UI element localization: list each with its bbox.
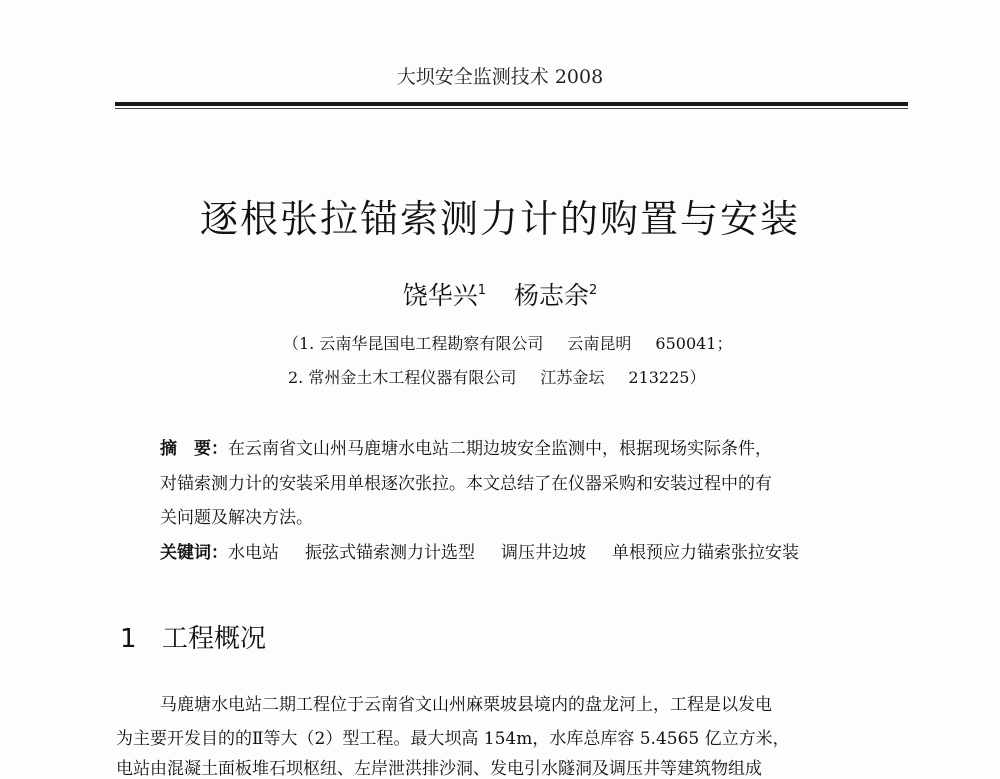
author-name: 饶华兴	[402, 281, 478, 310]
affiliation-org: 常州金土木工程仪器有限公司	[308, 368, 517, 387]
authors-line	[0, 276, 1000, 312]
author-affiliation-mark: 2	[589, 283, 598, 298]
body-paragraph-line: 为主要开发目的的Ⅱ等大（2）型工程。最大坝高 154m，水库总库容 5.4565 亿立方米，	[116, 729, 790, 749]
header-rule-thin	[115, 108, 908, 109]
affiliation-prefix: 2.	[288, 368, 304, 387]
section-title: 工程概况	[162, 624, 267, 654]
affiliation-prefix: （1.	[283, 334, 315, 353]
abstract-line	[160, 434, 772, 459]
author-name: 杨志余	[514, 281, 590, 310]
affiliation-postcode: 650041；	[655, 334, 733, 353]
header-rule-thick	[115, 102, 908, 106]
body-paragraph-line: 电站由混凝土面板堆石坝枢纽、左岸泄洪排沙洞、发电引水隧洞及调压井等建筑物组成	[116, 759, 762, 779]
abstract-line: 关问题及解决方法。	[160, 508, 313, 528]
body-paragraph-line: 马鹿塘水电站二期工程位于云南省文山州麻栗坡县境内的盘龙河上，工程是以发电	[160, 695, 772, 715]
affiliation-2	[288, 365, 705, 388]
section-heading	[120, 618, 266, 655]
keyword: 调压井边坡	[501, 543, 586, 563]
keyword: 水电站	[228, 543, 279, 563]
keywords-line	[160, 538, 799, 563]
affiliation-1	[283, 331, 733, 354]
affiliation-postcode: 213225）	[628, 368, 706, 387]
paper-title: 逐根张拉锚索测力计的购置与安装	[199, 197, 800, 241]
author-affiliation-mark: 1	[477, 283, 486, 298]
affiliation-place: 江苏金坛	[540, 368, 605, 387]
keyword: 振弦式锚索测力计选型	[305, 543, 475, 563]
section-number: 1	[120, 624, 137, 654]
keywords-label: 关键词：	[160, 543, 228, 563]
keyword: 单根预应力锚索张拉安装	[612, 543, 799, 563]
abstract-label: 摘 要：	[160, 439, 228, 459]
abstract-line: 对锚索测力计的安装采用单根逐次张拉。本文总结了在仪器采购和安装过程中的有	[160, 474, 772, 494]
affiliation-place: 云南昆明	[567, 334, 632, 353]
affiliation-org: 云南华昆国电工程勘察有限公司	[319, 334, 544, 353]
abstract-text: 在云南省文山州马鹿塘水电站二期边坡安全监测中，根据现场实际条件，	[228, 439, 772, 459]
running-header: 大坝安全监测技术 2008	[396, 66, 604, 88]
